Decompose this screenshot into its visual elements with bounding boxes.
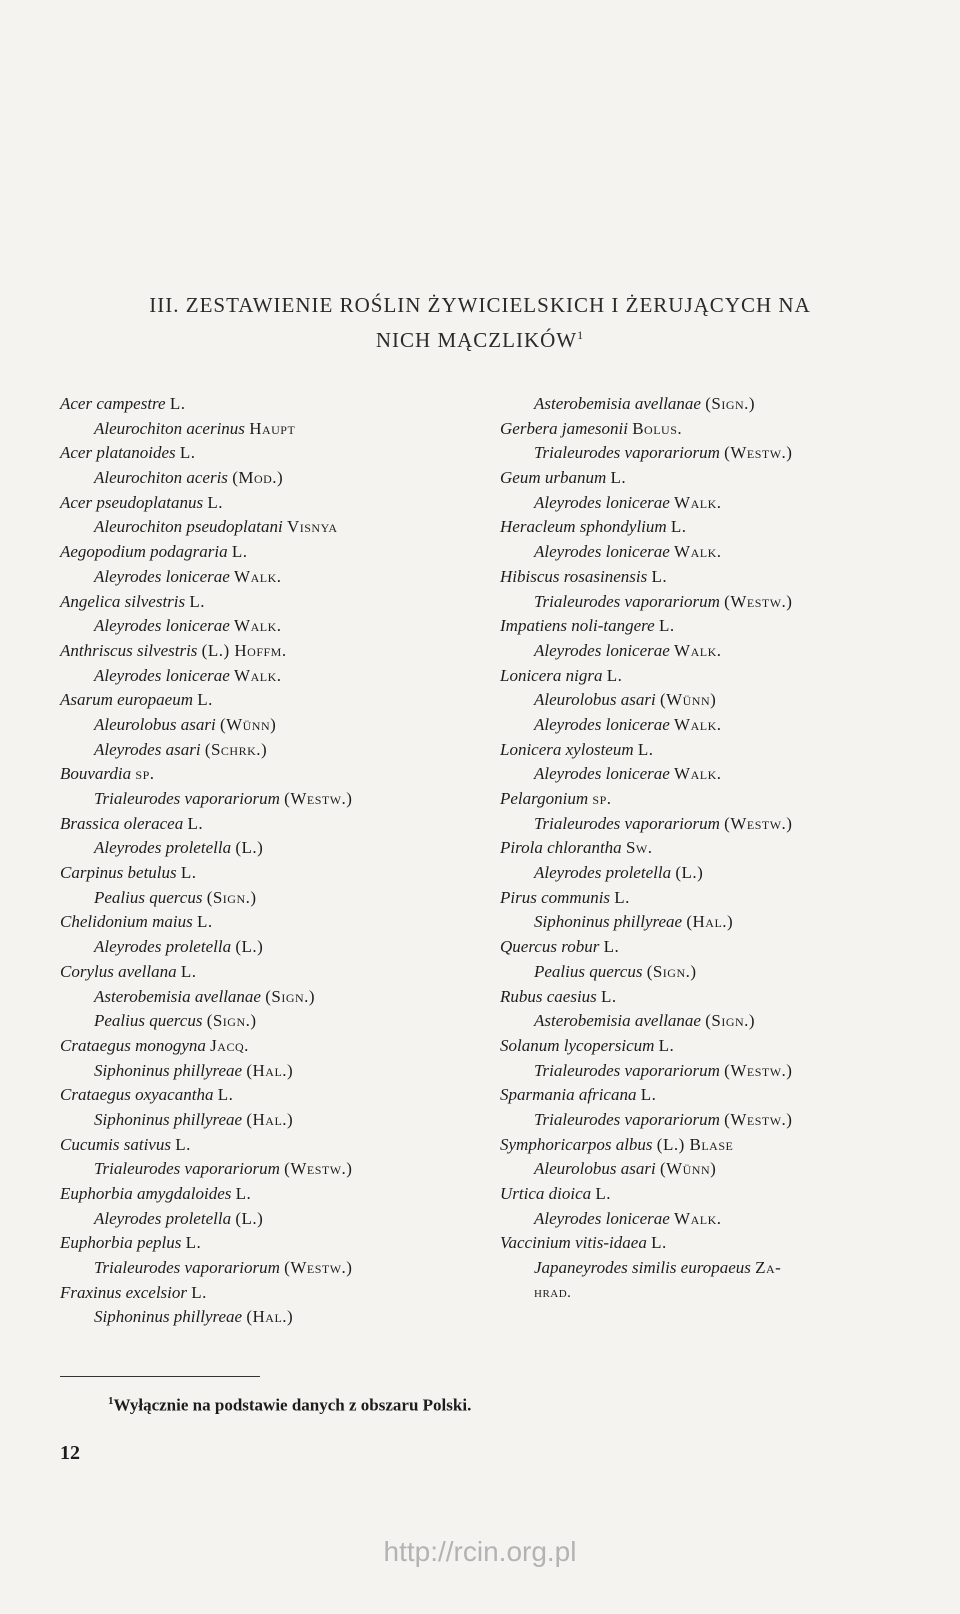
whitefly-entry [60, 1059, 480, 1084]
whitefly-entry [500, 392, 920, 417]
species-name: Acer platanoides [60, 443, 176, 463]
author-name: (Sign.) [705, 394, 756, 413]
species-name: Crataegus oxyacantha [60, 1085, 214, 1105]
author-name: hrad. [534, 1284, 572, 1301]
author-name: (Sign.) [206, 1011, 257, 1031]
host-plant-entry [60, 1281, 480, 1306]
author-name: (Westw.) [724, 1109, 793, 1129]
species-name: Trialeurodes vaporariorum [534, 591, 720, 611]
page-title [40, 290, 920, 355]
author-name: (L.) [235, 1208, 264, 1228]
species-name: Aleyrodes lonicerae [534, 1208, 670, 1228]
whitefly-entry [500, 1009, 920, 1034]
whitefly-entry [500, 590, 920, 615]
author-name: (Westw.) [284, 1159, 353, 1179]
species-name: Fraxinus excelsior [60, 1282, 187, 1302]
author-name: L. [658, 616, 675, 636]
author-name: Visnya [286, 517, 338, 537]
host-plant-entry [60, 1083, 480, 1108]
species-name: Aegopodium podagraria [60, 542, 228, 562]
host-plant-entry [60, 960, 480, 985]
author-name: L. [191, 1282, 207, 1302]
author-name: L. [606, 665, 623, 685]
author-name: (Hal.) [246, 1109, 294, 1129]
species-name: Symphoricarpos albus [500, 1134, 653, 1154]
host-plant-entry [500, 935, 920, 960]
author-name: (Westw.) [284, 789, 353, 808]
host-plant-entry [500, 1133, 920, 1158]
whitefly-entry [60, 515, 480, 540]
species-name: Anthriscus silvestris [60, 640, 198, 660]
host-plant-entry [500, 466, 920, 491]
author-name: L. [217, 1085, 234, 1105]
author-name: L. [235, 1184, 252, 1203]
author-name: L. [207, 492, 223, 512]
author-name: sp. [592, 789, 612, 808]
host-plant-entry [500, 565, 920, 590]
host-plant-entry [500, 614, 920, 639]
author-name: L. [196, 912, 213, 932]
host-plant-entry [60, 1133, 480, 1158]
species-name: Lonicera xylosteum [500, 739, 634, 759]
species-name: Quercus robur [500, 937, 600, 957]
host-plant-entry [500, 738, 920, 763]
author-name: L. [670, 517, 687, 537]
whitefly-entry [500, 688, 920, 713]
host-plant-entry [60, 392, 480, 417]
species-name: Aleurochiton pseudoplatani [94, 517, 283, 537]
title-line-2 [40, 320, 920, 355]
author-name: Walk. [674, 764, 722, 784]
footnote-text: Wyłącznie na podstawie danych z obszaru Polski. [113, 1395, 472, 1415]
left-column [60, 392, 480, 1330]
host-plant-entry [500, 1231, 920, 1256]
host-plant-entry [500, 787, 920, 812]
author-name: (L.) Hoffm. [201, 640, 287, 660]
author-name: L. [614, 887, 630, 907]
species-name: Aleurolobus asari [534, 690, 656, 710]
whitefly-entry [60, 1009, 480, 1034]
whitefly-entry [500, 812, 920, 837]
host-plant-entry [60, 540, 480, 565]
species-name: Siphoninus phillyreae [94, 1307, 243, 1327]
whitefly-entry [500, 713, 920, 738]
species-name: Heracleum sphondylium [500, 517, 667, 537]
whitefly-entry [60, 713, 480, 738]
author-name: L. [637, 739, 654, 759]
species-name: Gerbera jamesonii [500, 418, 628, 438]
author-name: Haupt [249, 418, 296, 438]
whitefly-entry [60, 787, 480, 812]
species-name: Trialeurodes vaporariorum [94, 789, 280, 808]
species-name: Trialeurodes vaporariorum [534, 1109, 720, 1129]
whitefly-entry [500, 960, 920, 985]
author-name: L. [603, 937, 620, 957]
author-name: L. [601, 986, 617, 1006]
author-name: (Sign.) [646, 961, 697, 981]
author-name: (Sign.) [705, 1011, 756, 1031]
species-name: Aleyrodes lonicerae [534, 492, 670, 512]
whitefly-entry [500, 540, 920, 565]
species-name: Asterobemisia avellanae [534, 394, 701, 413]
right-column [500, 392, 920, 1305]
footnote-sup: 1 [108, 1395, 114, 1407]
species-name: Lonicera nigra [500, 665, 603, 685]
author-name: (Hal.) [686, 912, 734, 932]
species-name: Sparmania africana [500, 1085, 637, 1105]
whitefly-entry [60, 886, 480, 911]
species-name: Pirus communis [500, 887, 611, 907]
species-name: Aleurolobus asari [534, 1159, 656, 1179]
author-name: L. [640, 1085, 657, 1105]
host-plant-entry [60, 590, 480, 615]
species-name: Asterobemisia avellanae [534, 1011, 701, 1031]
title-line-2-text: NICH MĄCZLIKÓW [375, 328, 578, 352]
author-name: (Westw.) [724, 813, 793, 833]
author-name: L. [651, 1233, 667, 1253]
whitefly-entry [60, 565, 480, 590]
author-name: sp. [135, 764, 155, 784]
species-name: Impatiens noli-tangere [500, 616, 655, 636]
whitefly-entry [500, 861, 920, 886]
author-name: L. [187, 813, 204, 833]
species-name: Aleurochiton aceris [94, 468, 228, 488]
host-plant-entry [60, 491, 480, 516]
whitefly-entry [60, 1108, 480, 1133]
whitefly-entry [60, 466, 480, 491]
author-name: L. [179, 443, 196, 463]
species-name: Chelidonium maius [60, 912, 193, 932]
author-name: (L.) Blase [656, 1134, 734, 1154]
species-name: Corylus avellana [60, 961, 177, 981]
author-name: L. [180, 961, 197, 981]
author-name: Walk. [674, 492, 722, 512]
species-name: Bouvardia [60, 764, 132, 784]
species-name: Pirola chlorantha [500, 838, 622, 858]
author-name: (Schrk.) [204, 739, 268, 759]
species-name: Euphorbia amygdaloides [60, 1184, 232, 1203]
entry-continuation [500, 1281, 920, 1306]
species-name: Siphoninus phillyreae [94, 1060, 243, 1080]
author-name: (Wünn) [659, 1159, 717, 1179]
whitefly-entry [60, 935, 480, 960]
author-name: Walk. [674, 542, 722, 562]
species-name: Aleyrodes lonicerae [94, 566, 230, 586]
species-name: Asterobemisia avellanae [94, 986, 261, 1006]
host-plant-entry [60, 910, 480, 935]
whitefly-entry [500, 1108, 920, 1133]
whitefly-entry [60, 836, 480, 861]
species-name: Aleyrodes proletella [534, 863, 672, 883]
author-name: Walk. [234, 566, 282, 586]
whitefly-entry [60, 985, 480, 1010]
species-name: Trialeurodes vaporariorum [534, 443, 720, 463]
footnote [108, 1395, 471, 1416]
host-plant-entry [500, 417, 920, 442]
whitefly-entry [60, 1256, 480, 1281]
species-name: Aleyrodes lonicerae [94, 665, 230, 685]
author-name: (Wünn) [219, 714, 277, 734]
species-name: Aleyrodes lonicerae [534, 542, 670, 562]
author-name: (L.) [235, 838, 264, 858]
whitefly-entry [500, 910, 920, 935]
author-name: Walk. [234, 616, 282, 636]
host-plant-entry [500, 1182, 920, 1207]
author-name: L. [197, 690, 213, 710]
species-name: Pealius quercus [94, 887, 203, 907]
host-plant-entry [500, 1083, 920, 1108]
author-name: (Hal.) [246, 1060, 294, 1080]
species-name: Aleurochiton acerinus [94, 418, 245, 438]
whitefly-entry [60, 664, 480, 689]
species-name: Asarum europaeum [60, 690, 193, 710]
species-name: Pealius quercus [94, 1011, 203, 1031]
author-name: (L.) [675, 863, 704, 883]
species-name: Siphoninus phillyreae [94, 1109, 243, 1129]
species-name: Trialeurodes vaporariorum [94, 1258, 280, 1278]
species-name: Aleyrodes lonicerae [534, 764, 670, 784]
species-name: Trialeurodes vaporariorum [94, 1159, 280, 1179]
author-name: L. [185, 1233, 202, 1253]
whitefly-entry [60, 614, 480, 639]
whitefly-entry [500, 639, 920, 664]
author-name: L. [595, 1184, 612, 1203]
whitefly-entry [500, 1256, 920, 1281]
author-name: L. [169, 394, 186, 413]
species-name: Aleyrodes asari [94, 739, 201, 759]
species-name: Trialeurodes vaporariorum [534, 813, 720, 833]
species-name: Brassica oleracea [60, 813, 184, 833]
author-name: Walk. [234, 665, 282, 685]
host-plant-entry [60, 688, 480, 713]
species-name: Pelargonium [500, 789, 589, 808]
author-name: L. [175, 1134, 191, 1154]
species-name: Pealius quercus [534, 961, 643, 981]
species-name: Siphoninus phillyreae [534, 912, 683, 932]
whitefly-entry [60, 1157, 480, 1182]
whitefly-entry [60, 417, 480, 442]
whitefly-entry [500, 491, 920, 516]
species-name: Aleyrodes proletella [94, 1208, 232, 1228]
whitefly-entry [60, 738, 480, 763]
host-plant-entry [60, 812, 480, 837]
species-name: Aleyrodes lonicerae [534, 640, 670, 660]
host-plant-entry [60, 762, 480, 787]
host-plant-entry [60, 639, 480, 664]
host-plant-entry [60, 441, 480, 466]
whitefly-entry [500, 1207, 920, 1232]
whitefly-entry [60, 1207, 480, 1232]
author-name: (Westw.) [724, 1060, 793, 1080]
species-name: Carpinus betulus [60, 863, 177, 883]
author-name: Jacq. [210, 1035, 249, 1055]
author-name: (L.) [235, 937, 264, 957]
author-name: (Sign.) [206, 887, 257, 907]
host-plant-entry [500, 886, 920, 911]
species-name: Trialeurodes vaporariorum [534, 1060, 720, 1080]
host-plant-entry [500, 664, 920, 689]
author-name: L. [610, 468, 627, 488]
watermark: http://rcin.org.pl [383, 1536, 577, 1567]
species-name: Acer campestre [60, 394, 166, 413]
author-name: (Westw.) [724, 591, 793, 611]
author-name: Walk. [674, 640, 722, 660]
species-name: Solanum lycopersicum [500, 1035, 655, 1055]
host-plant-entry [60, 1182, 480, 1207]
species-name: Hibiscus rosasinensis [500, 566, 648, 586]
host-plant-entry [500, 515, 920, 540]
author-name: (Westw.) [724, 443, 793, 463]
host-plant-entry [60, 861, 480, 886]
page-number: 12 [60, 1442, 80, 1464]
author-name: (Hal.) [246, 1307, 294, 1327]
species-name: Japaneyrodes similis europaeus [534, 1258, 751, 1278]
title-line-1: III. ZESTAWIENIE ROŚLIN ŻYWICIELSKICH I ŻERUJĄCYCH NA [149, 293, 811, 317]
footnote-divider [60, 1376, 260, 1377]
species-name: Crataegus monogyna [60, 1035, 206, 1055]
author-name: Bolus. [632, 418, 683, 438]
species-name: Rubus caesius [500, 986, 597, 1006]
whitefly-entry [500, 441, 920, 466]
author-name: (Sign.) [265, 986, 316, 1006]
species-name: Acer pseudoplatanus [60, 492, 204, 512]
species-name: Aleyrodes lonicerae [94, 616, 230, 636]
host-plant-entry [500, 985, 920, 1010]
author-name: Walk. [674, 1208, 722, 1228]
host-plant-entry [60, 1034, 480, 1059]
author-name: L. [180, 863, 197, 883]
host-plant-entry [500, 1034, 920, 1059]
author-name: (Westw.) [284, 1258, 353, 1278]
species-name: Euphorbia peplus [60, 1233, 182, 1253]
species-name: Vaccinium vitis-idaea [500, 1233, 647, 1253]
whitefly-entry [500, 1059, 920, 1084]
author-name: (Wünn) [659, 690, 717, 710]
whitefly-entry [500, 1157, 920, 1182]
author-name: L. [651, 566, 668, 586]
species-name: Aleurolobus asari [94, 714, 216, 734]
author-name: Za- [755, 1258, 782, 1278]
whitefly-entry [500, 762, 920, 787]
species-name: Geum urbanum [500, 468, 607, 488]
species-name: Aleyrodes proletella [94, 937, 232, 957]
species-name: Cucumis sativus [60, 1134, 171, 1154]
host-plant-entry [500, 836, 920, 861]
species-name: Angelica silvestris [60, 591, 186, 611]
author-name: Walk. [674, 714, 722, 734]
species-name: Aleyrodes proletella [94, 838, 232, 858]
host-plant-entry [60, 1231, 480, 1256]
whitefly-entry [60, 1305, 480, 1330]
author-name: L. [189, 591, 206, 611]
species-name: Aleyrodes lonicerae [534, 714, 670, 734]
author-name: L. [231, 542, 248, 562]
author-name: Sw. [625, 838, 653, 858]
author-name: L. [658, 1035, 675, 1055]
footnote-marker: 1 [577, 328, 585, 342]
author-name: (Mod.) [232, 468, 284, 488]
species-name: Urtica dioica [500, 1184, 592, 1203]
